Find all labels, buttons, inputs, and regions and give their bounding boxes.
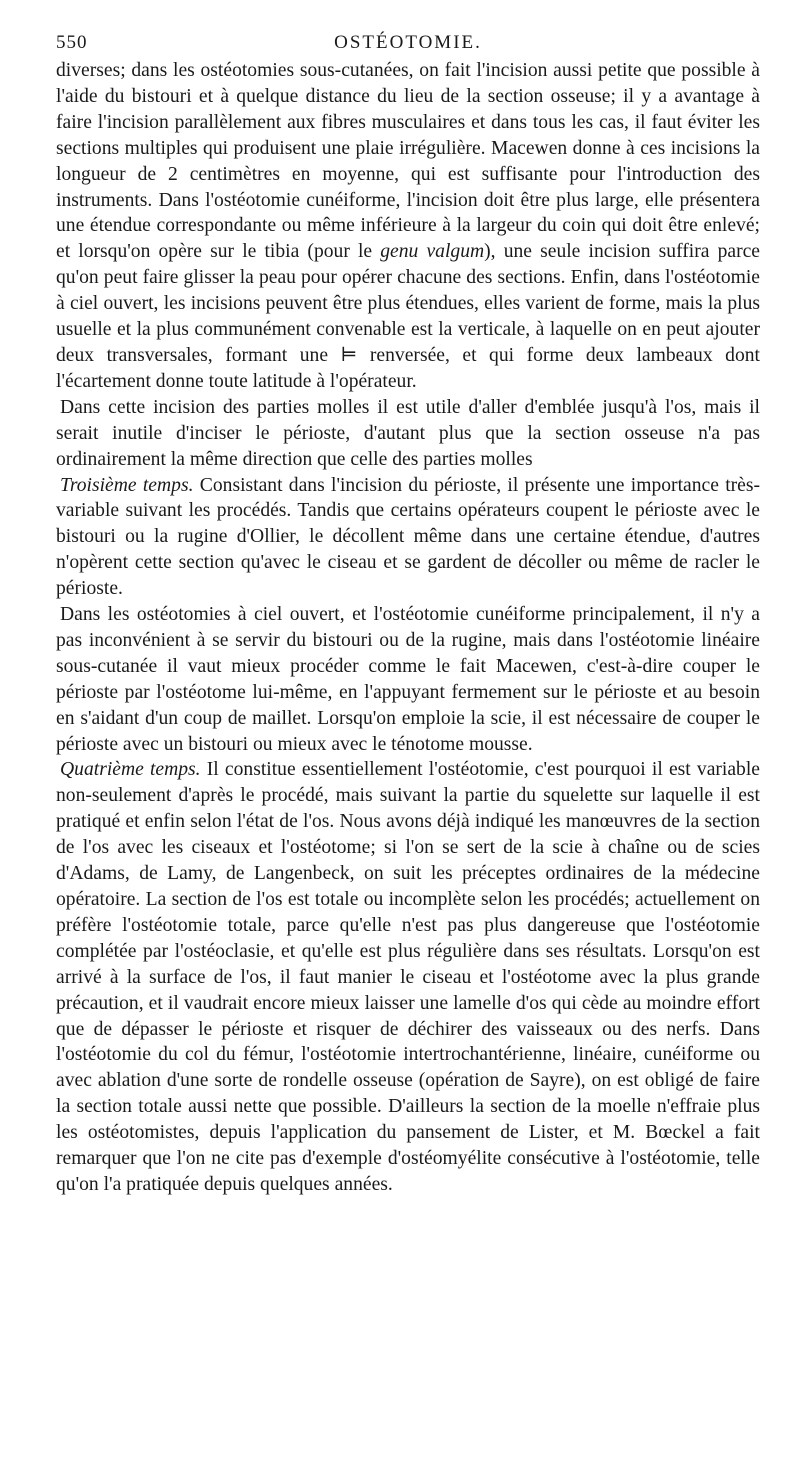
paragraph-soft-parts bbox=[56, 395, 760, 473]
text-segment: Dans cette incision des parties molles il est utile d'aller d'emblée jusqu'à l'os, mais il serait inutile d'inciser le périoste, d'autant plus que la section osseuse n'a pas ordinairement la même direction que celle des parties molles bbox=[56, 396, 760, 470]
page-number: 550 bbox=[56, 32, 88, 53]
text-segment: Il constitue essentiellement l'ostéotomie, c'est pourquoi il est variable non-seulement d'après le procédé, mais suivant la partie du squelette sur laquelle il est pratiqué et enfin selon l'état de l'os. Nous avons déjà indiqué les manœuvres de la section de l'os avec les ciseaux et l'ostéotome; si l'on se sert de la scie à chaîne ou de scies d'Adams, de Lamy, de Langenbeck, on suit les préceptes ordinaires de la médecine opératoire. La section de l'os est totale ou incomplète selon les procédés; actuellement on préfère l'ostéotomie totale, parce qu'elle n'est pas plus dangereuse que l'ostéotomie complétée par l'ostéoclasie, et qu'elle est plus régulière dans ses résultats. Lorsqu'on est arrivé à la surface de l'os, il faut manier le ciseau et l'ostéotome avec la plus grande précaution, et il vaudrait encore mieux laisser une lamelle d'os qui cède au moindre effort que de dépasser le périoste et risquer de déchirer des vaisseaux ou des nerfs. Dans l'ostéotomie du col du fémur, l'ostéotomie intertrochantérienne, linéaire, cunéiforme ou avec ablation d'une sorte de rondelle osseuse (opération de Sayre), on est obligé de faire la section totale aussi nette que possible. D'ailleurs la section de la moelle n'effraie plus les ostéotomistes, depuis l'application du pansement de Lister, et M. Bœckel a fait remarquer que l'on ne cite pas d'exemple d'ostéomyélite consécutive à l'ostéotomie, telle qu'on l'a pratiquée depuis quelques années. bbox=[56, 759, 760, 1195]
text-segment: Consistant dans l'incision du périoste, il présente une importance très-variable suivant les procédés. Tandis que certains opérateurs coupent le périoste avec le bistouri ou la rugine d'Ollier, le décollent même dans une certaine étendue, d'autres n'opèrent cette section qu'avec le ciseau et se gardent de décoller ou même de racler le périoste. bbox=[56, 474, 761, 600]
text-segment: ), une seule incision suffira parce qu'on peut faire glisser la peau pour opérer chacune des sections. Enfin, dans l'ostéotomie à ciel ouvert, les incisions peuvent être plus étendues, elles varient de forme, mais la plus usuelle et la plus communément convenable est la verticale, à laquelle on en peut ajouter deux transversales, formant une ⊨ renversée, et qui forme deux lambeaux dont l'écartement donne toute latitude à l'opérateur. bbox=[56, 241, 760, 392]
section-heading-fourth-step: Quatrième temps. bbox=[60, 759, 201, 781]
section-heading-third-step: Troisième temps. bbox=[60, 474, 194, 496]
text-segment: diverses; dans les ostéotomies sous-cutanées, on fait l'incision aussi petite que possible à l'aide du bistouri et à quelque distance du lieu de la section osseuse; il y a avantage à faire l'incision parallèlement aux fibres musculaires et dans tous les cas, il faut éviter les sections multiples qui produisent une plaie irrégulière. Macewen donne à ces incisions la longueur de 2 centimètres en moyenne, qui est suffisante pour l'introduction des instruments. Dans l'ostéotomie cunéiforme, l'incision doit être plus large, elle présentera une étendue correspondante ou même inférieure à la largeur du coin qui doit être enlevé; et lorsqu'on opère sur le tibia (pour le bbox=[56, 60, 760, 263]
italic-term-genu-valgum: genu valgum bbox=[380, 241, 485, 263]
paragraph-third-step bbox=[56, 473, 760, 603]
body-text bbox=[56, 58, 760, 1198]
text-segment: Dans les ostéotomies à ciel ouvert, et l'ostéotomie cunéiforme principalement, il n'y a pas inconvénient à se servir du bistouri ou de la rugine, mais dans l'ostéotomie linéaire sous-cutanée il vaut mieux procéder comme le fait Macewen, c'est-à-dire couper le périoste par l'ostéotome lui-même, en l'appuyant fermement sur le périoste et au besoin en s'aidant d'un coup de maillet. Lorsqu'on emploie la scie, il est nécessaire de couper le périoste avec un bistouri ou mieux avec le ténotome mousse. bbox=[56, 604, 760, 755]
paragraph-fourth-step bbox=[56, 757, 760, 1197]
running-title: OSTÉOTOMIE. bbox=[334, 32, 482, 53]
running-head bbox=[56, 28, 760, 58]
paragraph-incision-continued bbox=[56, 58, 760, 395]
paragraph-open-osteotomy bbox=[56, 602, 760, 757]
